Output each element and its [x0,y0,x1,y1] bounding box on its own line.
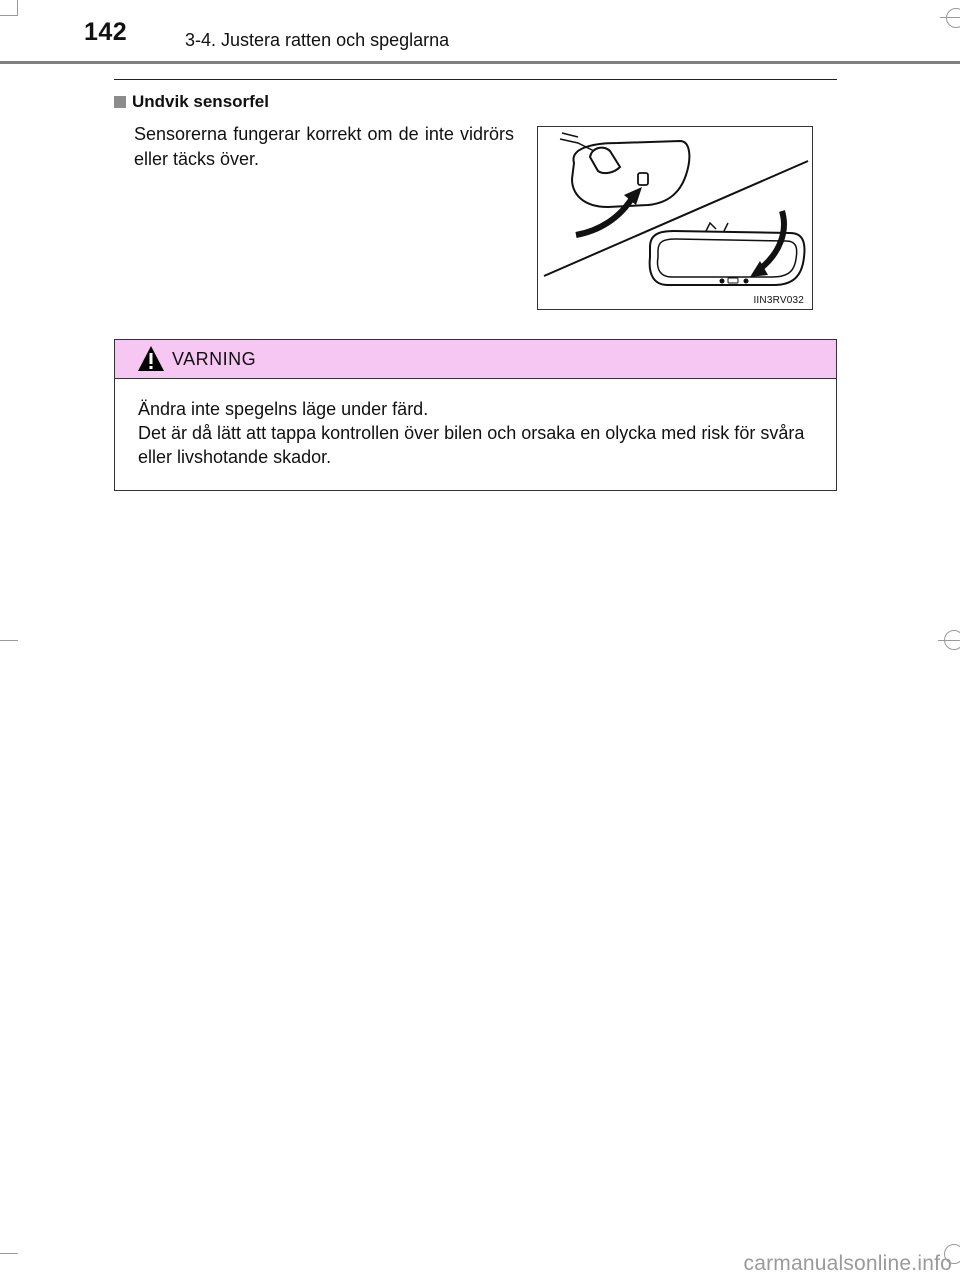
section-heading-text: Undvik sensorfel [132,92,269,111]
chapter-title: 3-4. Justera ratten och speglarna [185,30,450,50]
section-heading [114,92,269,112]
square-bullet-icon [114,96,126,108]
warning-line: Ändra inte spegelns läge under färd. [138,399,429,419]
warning-header [115,340,836,379]
warning-body [138,397,826,469]
crop-mark [0,15,18,16]
crop-mark [946,8,960,28]
crop-mark [940,17,960,18]
rearview-mirror-icon [538,127,814,311]
illustration-box [537,126,813,310]
crop-mark [17,0,18,16]
crop-mark [938,640,960,641]
page-number: 142 [84,18,128,46]
crop-mark [0,1253,18,1254]
figure-code: IIN3RV032 [753,295,804,306]
header-bar [0,61,960,64]
section-divider [114,79,837,80]
warning-triangle-icon [137,345,165,372]
warning-box [114,339,837,491]
watermark: carmanualsonline.info [743,1252,952,1275]
crop-mark [0,640,18,641]
warning-line: Det är då lätt att tappa kontrollen över bilen och orsaka en olycka med risk för svåra eller livshotande skador. [138,423,805,467]
section-body-text: Sensorerna fungerar korrekt om de inte vidrörs eller täcks över. [134,124,514,169]
warning-title: VARNING [172,349,257,369]
